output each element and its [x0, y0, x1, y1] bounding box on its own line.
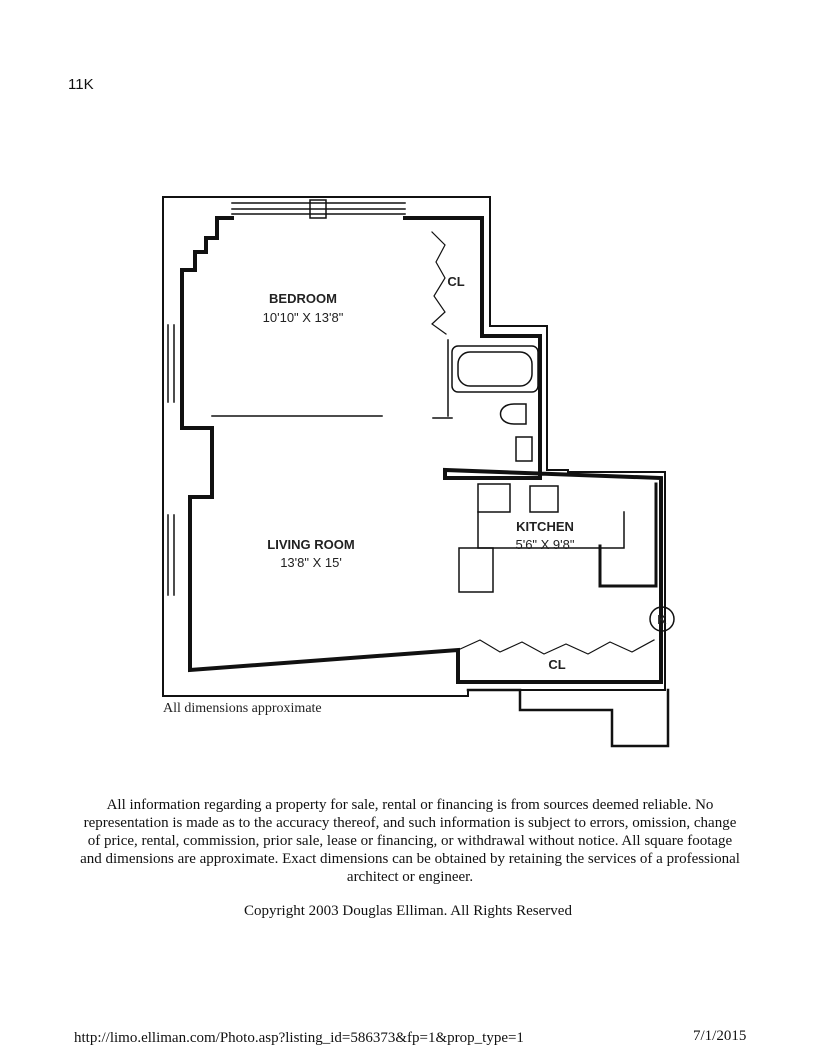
living-closet-label: CL: [548, 657, 566, 672]
living-room-dimensions: 13'8" X 15': [280, 555, 342, 570]
kitchen-label: KITCHEN: [516, 519, 574, 534]
bedroom-label: BEDROOM: [269, 291, 337, 306]
window-left: [168, 325, 174, 595]
print-date: 7/1/2015: [693, 1028, 747, 1044]
living-room-label: LIVING ROOM: [267, 537, 355, 552]
dimensions-note: All dimensions approximate: [163, 701, 322, 716]
bedroom-closet-doors: [432, 232, 446, 334]
bottom-wall: [468, 690, 668, 746]
inner-wall: [182, 218, 661, 682]
copyright-text: Copyright 2003 Douglas Elliman. All Rights Reserved: [244, 903, 572, 919]
bathroom: [433, 340, 538, 461]
page-url: http://limo.elliman.com/Photo.asp?listing_id=586373&fp=1&prop_type=1: [74, 1030, 524, 1046]
unit-number: 11K: [68, 76, 94, 93]
kitchen-dimensions: 5'6" X 9'8": [515, 537, 575, 552]
bedroom-closet-label: CL: [447, 274, 465, 289]
kitchen-marker-label: K: [657, 612, 667, 627]
disclaimer-text: All information regarding a property for sale, rental or financing is from sources deemed reliable. No representation is made as to the accuracy thereof, and such information is subject to errors, omission, change of price, rental, commission, prior sale, lease or financing, or withdrawal without notice. All square footage and dimensions are approximate. Exact dimensions can be obtained by retaining the services of a professional architect or engineer.: [80, 797, 740, 885]
living-closet-doors: [458, 640, 654, 654]
window-top: [232, 200, 405, 218]
outer-wall: [163, 197, 665, 696]
bedroom-dimensions: 10'10" X 13'8": [262, 310, 344, 325]
